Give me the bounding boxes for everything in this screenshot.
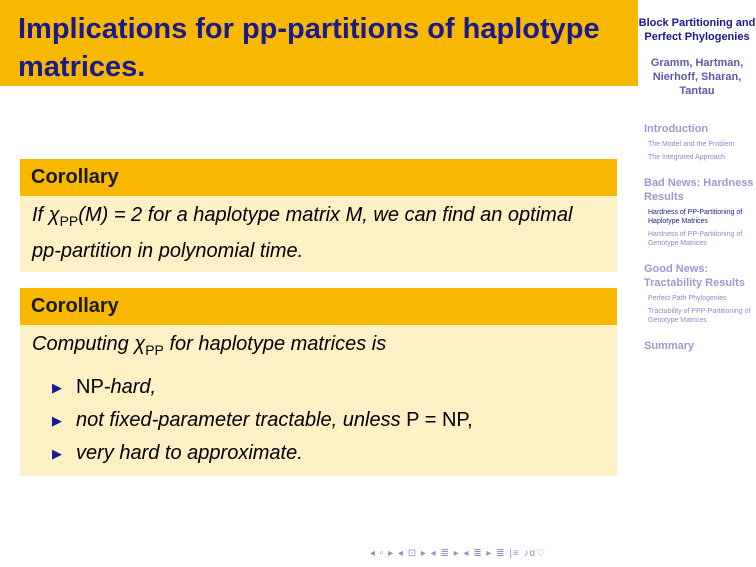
- sidebar-sub-hardness-genotype[interactable]: Hardness of PP-Partitioning of Genotype Matrices: [648, 231, 743, 247]
- triangle-bullet-icon: ▶: [52, 446, 62, 461]
- sidebar-sub-model[interactable]: The Model and the Problem: [648, 141, 735, 148]
- chi-symbol: χ: [48, 204, 60, 226]
- sidebar-section-summary[interactable]: Summary: [644, 340, 695, 352]
- sidebar-sub-hardness-haplotype[interactable]: Hardness of PP-Partitioning of Haplotype Matrices: [648, 209, 743, 225]
- corollary-text-start: If: [32, 204, 49, 226]
- hard-label: -hard,: [103, 376, 157, 398]
- corollary-heading-1: Corollary: [20, 159, 617, 196]
- property-list: [32, 371, 605, 470]
- corollary-block-2: [20, 288, 617, 476]
- pp-subscript-2: PP: [145, 342, 164, 358]
- corollary-text-rest: (M) = 2 for a haplotype matrix M, we can find an optimal pp-partition in polynomial time.: [32, 204, 573, 262]
- list-item: [50, 437, 605, 470]
- sidebar-section-introduction[interactable]: Introduction: [644, 123, 709, 135]
- chi-symbol-2: χ: [134, 333, 146, 355]
- sidebar-sub-integrated[interactable]: The Integrated Approach: [648, 154, 726, 161]
- corollary-block-1: [20, 159, 617, 272]
- beamer-nav-symbols[interactable]: ◂ ▫ ▸ ◂ ⊡ ▸ ◂ ≣ ▸ ◂ ≣ ▸ ≣ |≡ ♪ɑ♡: [370, 548, 547, 559]
- pp-subscript: PP: [59, 213, 79, 229]
- intro-rest-text: for haplotype matrices is: [163, 333, 387, 355]
- fpt-text: not fixed-parameter tractable, unless: [76, 409, 407, 431]
- sidebar: [638, 0, 756, 567]
- slide-title: Implications for pp-partitions of haplotype matrices.: [18, 13, 600, 83]
- corollary-body-1: [20, 196, 617, 272]
- np-label: NP: [76, 376, 104, 398]
- sidebar-sub-tractability[interactable]: Tractability of PPP-Partitioning of Genotype Matrices: [648, 308, 751, 324]
- corollary-heading-2: Corollary: [20, 288, 617, 325]
- corollary-body-2: [20, 325, 617, 476]
- sidebar-section-bad-news[interactable]: Bad News: Hardness Results: [644, 177, 754, 203]
- computing-text: Computing: [32, 333, 135, 355]
- triangle-bullet-icon: ▶: [52, 413, 62, 428]
- sidebar-authors: Gramm, Hartman, Nierhoff, Sharan, Tantau: [650, 57, 744, 97]
- sidebar-section-good-news[interactable]: Good News: Tractability Results: [644, 263, 745, 289]
- list-item: [50, 371, 605, 404]
- sidebar-sub-perfect-path[interactable]: Perfect Path Phylogenies: [648, 295, 727, 302]
- list-item: [50, 404, 605, 437]
- title-bar: [0, 0, 638, 86]
- p-eq-np: P = NP,: [406, 409, 473, 431]
- sidebar-title[interactable]: Block Partitioning and Perfect Phylogenies: [638, 17, 756, 43]
- approx-text: very hard to approximate.: [76, 442, 303, 464]
- triangle-bullet-icon: ▶: [52, 380, 62, 395]
